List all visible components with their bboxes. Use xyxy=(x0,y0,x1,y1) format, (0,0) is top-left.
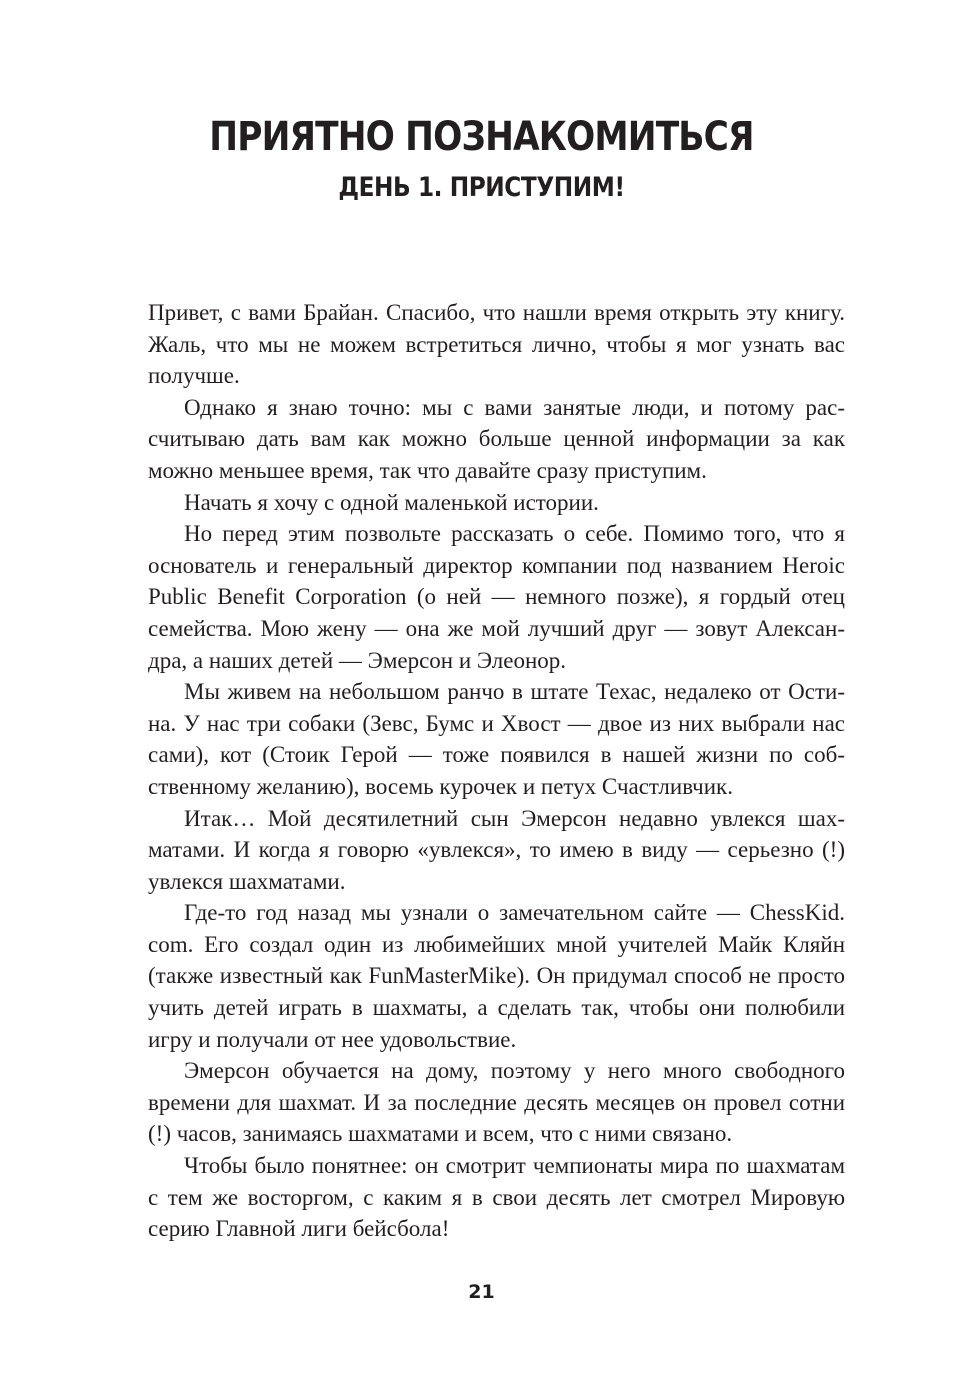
page-number: 21 xyxy=(468,1281,495,1303)
body-text xyxy=(148,297,845,1245)
paragraph: Однако я знаю точно: мы с вами занятые люди, и потому рассчитываю дать вам как можно больше ценной информации за как можно меньшее время, так что давайте сразу приступим. xyxy=(148,394,845,483)
paragraph: Мы живем на небольшом ранчо в штате Техас, недалеко от Остина. У нас три собаки (Зевс, Бумс и Хвост — двое из них выбрали нас сами), кот (Стоик Герой — тоже появился в нашей жизни по собственному желанию), восемь курочек и петух Счастливчик. xyxy=(148,679,845,799)
paragraph: Где-то год назад мы узнали о замечательном сайте — ChessKid.​com. Его создал один из любимейших мной учителей Майк Кляйн (также известный как FunMasterMike). Он придумал способ не просто учить детей играть в шахматы, а сделать так, чтобы они полюбили игру и получали от нее удовольствие. xyxy=(148,900,845,1052)
paragraph: Эмерсон обучается на дому, поэтому у него много свободного времени для шахмат. И за последние десять месяцев он провел сотни (!) часов, занимаясь шахматами и всем, что с ними связано. xyxy=(148,1058,845,1147)
paragraph: Итак… Мой десятилетний сын Эмерсон недавно увлекся шахматами. И когда я говорю «увлекся», то имею в виду — серьезно (!) увлекся шахматами. xyxy=(148,805,845,894)
chapter-title: ПРИЯТНО ПОЗНАКОМИТЬСЯ xyxy=(209,114,754,160)
paragraph: Чтобы было понятнее: он смотрит чемпионаты мира по шахматам с тем же восторгом, с каким я в свои десять лет смотрел Мировую серию Главной лиги бейсбола! xyxy=(148,1153,845,1242)
paragraph: Привет, с вами Брайан. Спасибо, что нашли время открыть эту книгу. Жаль, что мы не можем встретиться лично, чтобы я мог узнать вас получше. xyxy=(148,300,845,389)
chapter-subtitle: ДЕНЬ 1. ПРИСТУПИМ! xyxy=(338,172,625,203)
paragraph: Но перед этим позвольте рассказать о себе. Помимо того, что я основатель и генеральный директор компании под названием Heroic Public Benefit Corporation (о ней — немного позже), я гордый отец семейства. Мою жену — она же мой лучший друг — зовут Александра, а наших детей — Эмерсон и Элеонор. xyxy=(148,521,845,673)
paragraph: Начать я хочу с одной маленькой истории. xyxy=(184,489,599,515)
